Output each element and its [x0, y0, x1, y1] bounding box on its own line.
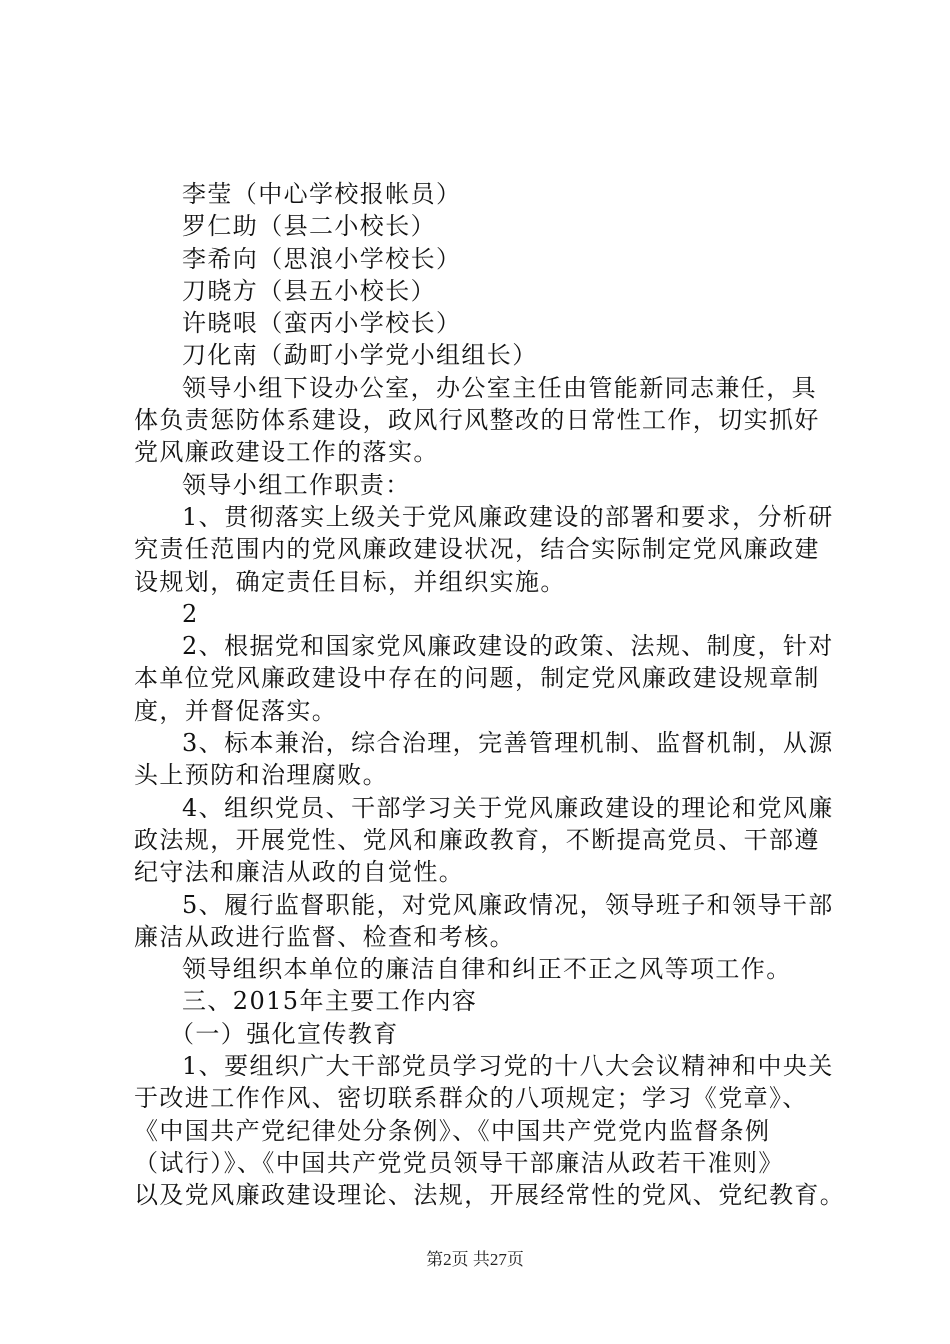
paragraph-line: 廉洁从政进行监督、检查和考核。	[134, 922, 515, 951]
duty-6: 领导组织本单位的廉洁自律和纠正不正之风等项工作。	[182, 955, 792, 984]
member-item: 许晓哏（蛮丙小学校长）	[182, 309, 462, 338]
paragraph-line: 《中国共产党纪律处分条例》、《中国共产党党内监督条例	[134, 1116, 771, 1145]
member-item: 李莹（中心学校报帐员）	[182, 180, 462, 208]
paragraph-line: 究责任范围内的党风廉政建设状况，结合实际制定党风廉政建	[134, 535, 820, 564]
duty-2	[134, 630, 838, 727]
page-footer: 第2页 共27页	[426, 1250, 524, 1269]
duties-heading: 领导小组工作职责：	[182, 470, 411, 499]
subsection-heading: （一）强化宣传教育	[170, 1019, 399, 1048]
member-item: 李希向（思浪小学校长）	[182, 244, 462, 273]
member-item: 刀晓方（县五小校长）	[182, 276, 436, 305]
paragraph-line: 本单位党风廉政建设中存在的问题，制定党风廉政建设规章制	[134, 664, 820, 693]
item-1	[134, 1050, 846, 1211]
member-item: 罗仁助（县二小校长）	[182, 212, 436, 241]
paragraph-line: 政法规，开展党性、党风和廉政教育，不断提高党员、干部遵	[134, 825, 820, 854]
paragraph-line: （试行）》、《中国共产党党员领导干部廉洁从政若干准则》	[134, 1148, 784, 1177]
paragraph-line: 头上预防和治理腐败。	[134, 761, 388, 790]
paragraph-line: 领导小组下设办公室，办公室主任由管能新同志兼任，具	[182, 373, 817, 402]
section-heading: 三、2015年主要工作内容	[182, 987, 478, 1016]
paragraph-line: 5、履行监督职能，对党风廉政情况，领导班子和领导干部	[182, 890, 834, 919]
stray-number: 2	[182, 599, 199, 628]
duty-1	[134, 501, 838, 598]
paragraph-line: 1、贯彻落实上级关于党风廉政建设的部署和要求，分析研	[182, 502, 834, 531]
paragraph-line: 于改进工作作风、密切联系群众的八项规定；学习《党章》、	[134, 1084, 808, 1113]
paragraph-line: 体负责惩防体系建设，政风行风整改的日常性工作，切实抓好	[134, 406, 820, 435]
paragraph-line: 以及党风廉政建设理论、法规，开展经常性的党风、党纪教育。	[134, 1181, 846, 1210]
paragraph-line: 度，并督促落实。	[134, 696, 338, 725]
paragraph-line: 4、组织党员、干部学习关于党风廉政建设的理论和党风廉	[182, 793, 834, 822]
member-item: 刀化南（勐町小学党小组组长）	[182, 341, 538, 370]
document-body	[134, 178, 846, 1212]
paragraph-line: 纪守法和廉洁从政的自觉性。	[134, 858, 465, 887]
paragraph-line: 3、标本兼治，综合治理，完善管理机制、监督机制，从源	[182, 729, 834, 758]
paragraph-line: 设规划，确定责任目标，并组织实施。	[134, 567, 566, 596]
paragraph-line: 党风廉政建设工作的落实。	[134, 438, 439, 467]
paragraph-line: 1、要组织广大干部党员学习党的十八大会议精神和中央关	[182, 1052, 834, 1081]
office-paragraph	[134, 372, 838, 469]
paragraph-line: 2、根据党和国家党风廉政建设的政策、法规、制度，针对	[182, 632, 834, 661]
member-list	[134, 178, 838, 372]
duty-5	[134, 889, 838, 954]
duty-4	[134, 792, 838, 889]
duty-3	[134, 727, 838, 792]
